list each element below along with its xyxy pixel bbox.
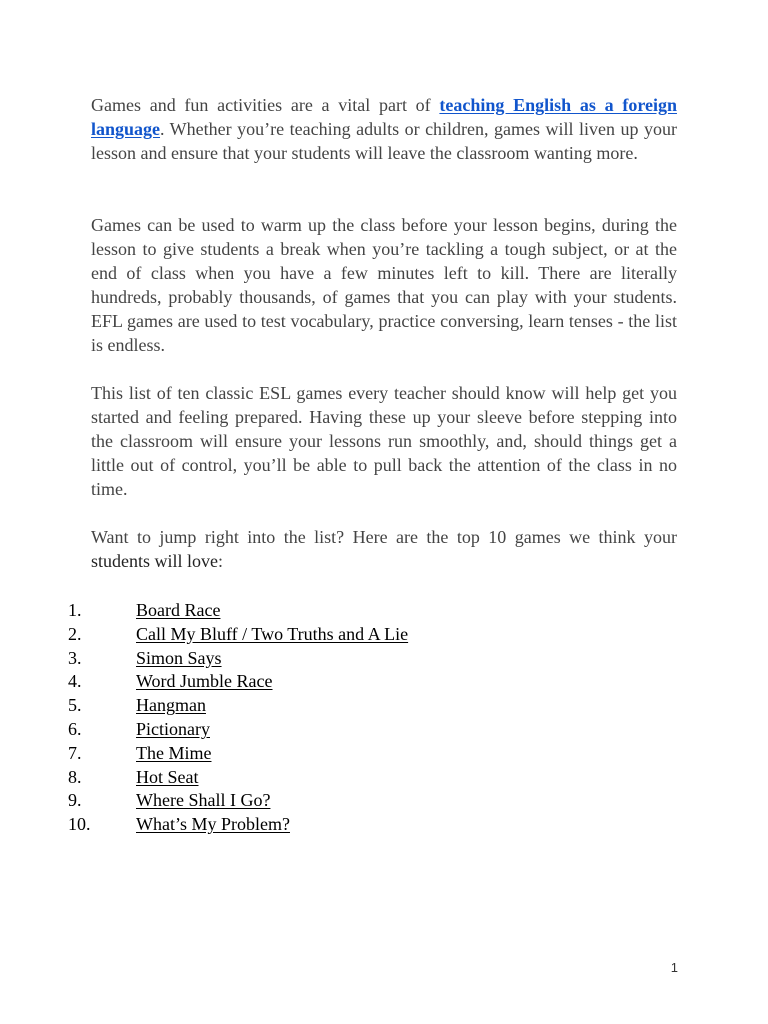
- game-link-the-mime[interactable]: The Mime: [136, 742, 212, 763]
- list-intro-paragraph: [91, 525, 677, 573]
- list-item-number: 5.: [68, 695, 82, 716]
- usage-paragraph: Games can be used to warm up the class before your lesson begins, during the lesson to give students a break when you’re tackling a tough subject, or at the end of class when you have a few minutes left to kill. There are literally hundreds, probably thousands, of games that you can play with your students. EFL games are used to test vocabulary, practice conversing, learn tenses - the list is endless.: [91, 215, 677, 355]
- list-item-number: 4.: [68, 671, 82, 692]
- list-intro-highlight: students will love: [91, 551, 218, 571]
- list-intro-colon: :: [218, 551, 224, 571]
- list-item-number: 7.: [68, 742, 82, 763]
- game-link-hangman[interactable]: Hangman: [136, 695, 206, 716]
- list-item-number: 10.: [68, 814, 91, 835]
- list-item-number: 3.: [68, 647, 82, 668]
- game-link-board-race[interactable]: Board Race: [136, 600, 221, 620]
- game-link-pictionary[interactable]: Pictionary: [136, 718, 210, 739]
- game-link-call-my-bluff[interactable]: Call My Bluff / Two Truths and A Lie: [136, 623, 409, 644]
- teaching-english-link[interactable]: teaching English as a foreign language: [91, 95, 677, 139]
- intro-text-end: . Whether you’re teaching adults or children, games will liven up your lesson and ensure that your students will leave the classroom wanting more.: [91, 119, 677, 163]
- intro-paragraph: [91, 93, 677, 165]
- game-link-word-jumble-race[interactable]: Word Jumble Race: [136, 671, 273, 692]
- game-link-whats-my-problem[interactable]: What’s My Problem?: [136, 814, 290, 835]
- game-link-hot-seat[interactable]: Hot Seat: [136, 766, 199, 787]
- game-link-simon-says[interactable]: Simon Says: [136, 647, 222, 668]
- list-item-number: 6.: [68, 718, 82, 739]
- list-intro-text: Want to jump right into the list? Here are the top 10 games we think your: [91, 527, 677, 547]
- list-item-number: 2.: [68, 623, 82, 644]
- intro-text-start: Games and fun activities are a vital part of: [91, 95, 440, 115]
- page-number: 1: [670, 960, 678, 975]
- list-item-number: 1.: [68, 600, 82, 620]
- purpose-paragraph: This list of ten classic ESL games every teacher should know will help get you started and feeling prepared. Having these up your sleeve before stepping into the classroom will ensure your lessons run smoothly, and, should things get a little out of control, you’ll be able to pull back the attention of the class in no time.: [91, 383, 677, 499]
- list-item-number: 9.: [68, 790, 82, 811]
- game-link-where-shall-i-go[interactable]: Where Shall I Go?: [136, 790, 271, 811]
- list-item-number: 8.: [68, 766, 82, 787]
